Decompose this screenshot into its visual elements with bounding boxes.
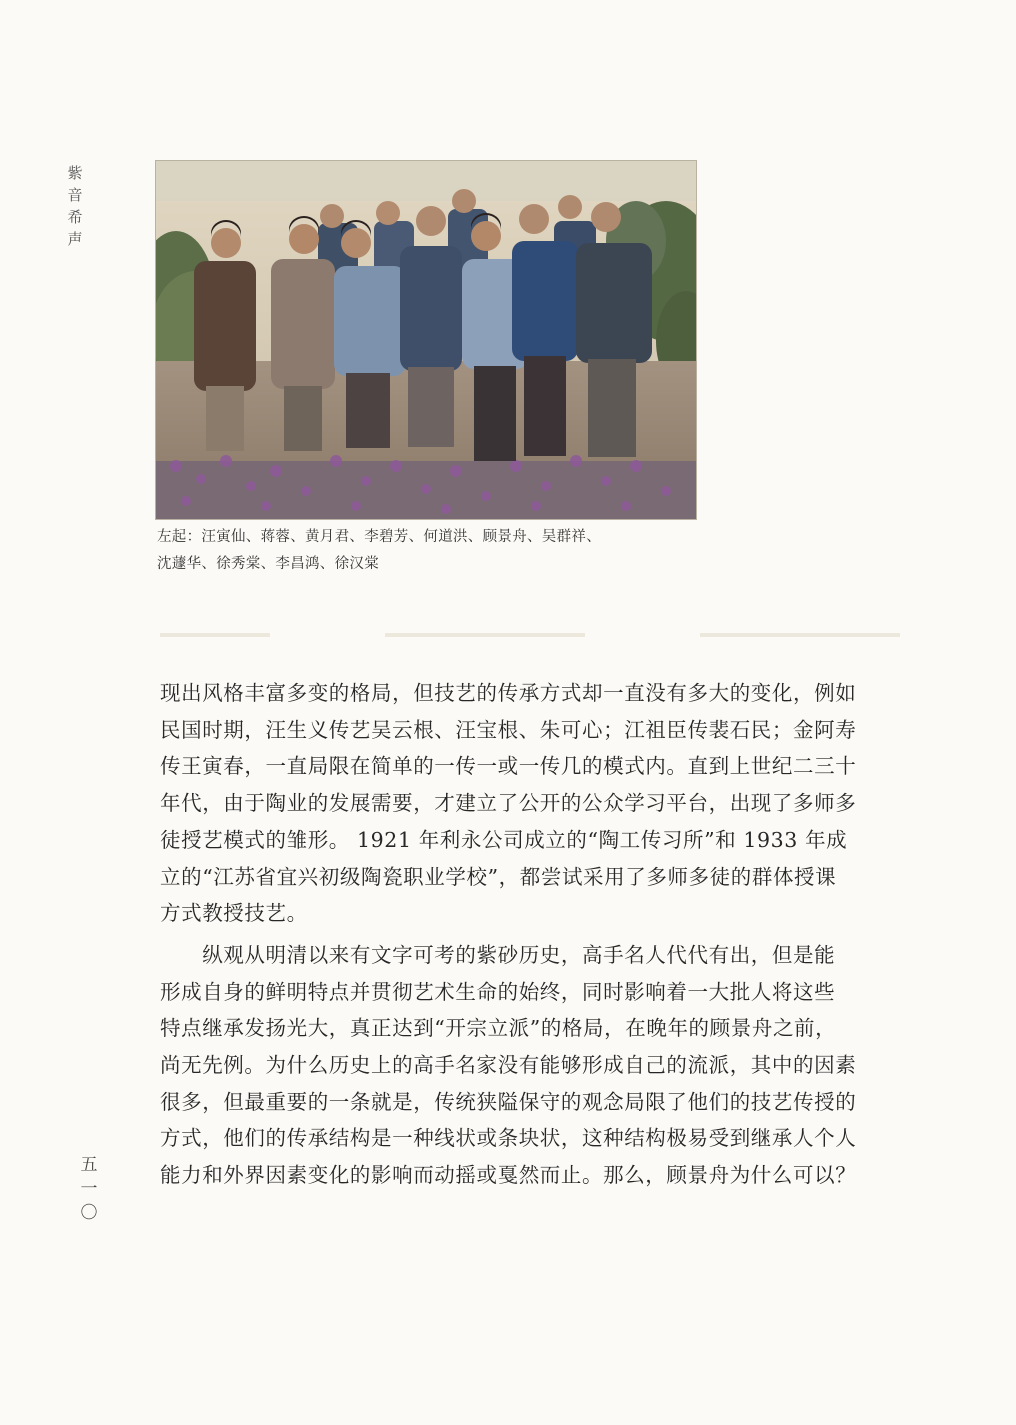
running-head-char: 音	[67, 186, 83, 204]
running-head-char: 声	[67, 230, 83, 248]
text-line: 纵观从明清以来有文字可考的紫砂历史，高手名人代代有出，但是能	[160, 942, 836, 967]
text-line: 立的“江苏省宜兴初级陶瓷职业学校”，都尝试采用了多师多徒的群体授课	[160, 864, 837, 889]
text-line: 年代，由于陶业的发展需要，才建立了公开的公众学习平台，出现了多师多	[160, 791, 857, 816]
running-head-char: 紫	[67, 164, 83, 182]
caption-line: 左起：汪寅仙、蒋蓉、黄月君、李碧芳、何道洪、顾景舟、吴群祥、	[157, 529, 601, 545]
text-line: 形成自身的鲜明特点并贯彻艺术生命的始终，同时影响着一大批人将这些	[160, 979, 836, 1004]
text-line: 方式，他们的传承结构是一种线状或条块状，这种结构极易受到继承人个人	[160, 1126, 857, 1151]
text-line: 能力和外界因素变化的影响而动摇或戛然而止。那么，顾景舟为什么可以？	[160, 1163, 857, 1188]
page-number-char: 五	[80, 1155, 98, 1175]
text-line: 徒授艺模式的雏形。 1921 年利永公司成立的“陶工传习所”和 1933 年成	[160, 827, 848, 852]
paragraph-1	[160, 675, 900, 932]
running-head-char: 希	[67, 208, 83, 226]
caption-line: 沈蘧华、徐秀棠、李昌鸿、徐汉棠	[157, 556, 379, 572]
text-line: 方式教授技艺。	[160, 901, 308, 926]
group-photo-illustration	[156, 161, 696, 519]
page-number	[78, 1153, 100, 1225]
text-line: 很多，但最重要的一条就是，传统狭隘保守的观念局限了他们的技艺传授的	[160, 1089, 857, 1114]
body-text	[160, 675, 900, 1194]
text-line: 现出风格丰富多变的格局，但技艺的传承方式却一直没有多大的变化，例如	[160, 681, 857, 705]
text-line: 民国时期，汪生义传艺吴云根、汪宝根、朱可心；江祖臣传裴石民；金阿寿	[160, 717, 857, 742]
text-line: 尚无先例。为什么历史上的高手名家没有能够形成自己的流派，其中的因素	[160, 1053, 857, 1078]
faint-decorative-rule	[160, 633, 900, 639]
text-line: 特点继承发扬光大，真正达到“开宗立派”的格局，在晚年的顾景舟之前，	[160, 1016, 837, 1041]
group-photo	[155, 160, 697, 520]
paragraph-2	[160, 937, 900, 1194]
photo-caption	[157, 524, 717, 578]
running-head-book-title	[64, 162, 86, 250]
page-number-char: 一	[80, 1179, 98, 1199]
text-line: 传王寅春，一直局限在简单的一传一或一传几的模式内。直到上世纪二三十	[160, 754, 857, 779]
page-number-char: 〇	[80, 1203, 98, 1223]
